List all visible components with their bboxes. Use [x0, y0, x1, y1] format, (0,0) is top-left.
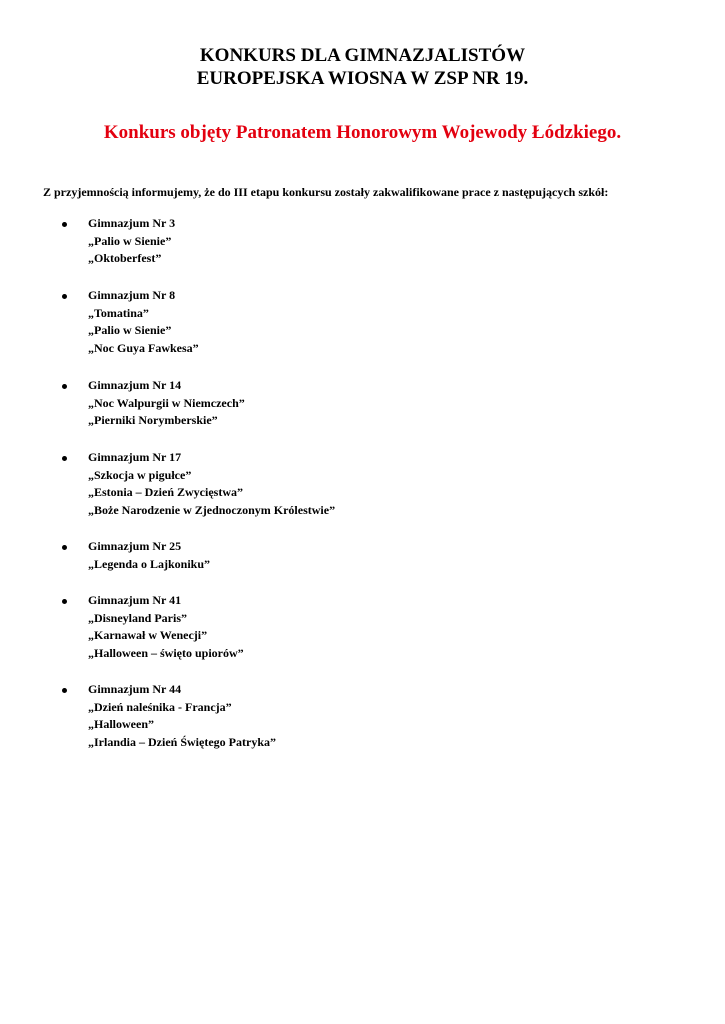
bullet-icon	[62, 384, 67, 389]
bullet-icon	[62, 545, 67, 550]
work-title: „Pierniki Norymberskie”	[88, 413, 218, 427]
bullet-icon	[62, 688, 67, 693]
school-name: Gimnazjum Nr 17	[88, 450, 182, 464]
school-name: Gimnazjum Nr 14	[88, 378, 182, 392]
work-title: „Palio w Sienie”	[88, 233, 172, 248]
work-title: „Estonia – Dzień Zwycięstwa”	[88, 485, 243, 499]
title-line-1: KONKURS DLA GIMNAZJALISTÓW	[199, 45, 526, 66]
work-title: „Palio w Sienie”	[88, 323, 172, 337]
bullet-icon	[62, 294, 67, 299]
bullet-icon	[62, 599, 67, 604]
work-title: „Dzień naleśnika - Francja”	[88, 699, 232, 714]
patronage-heading: Konkurs objęty Patronatem Honorowym Wojewody Łódzkiego.	[103, 122, 622, 143]
school-name: Gimnazjum Nr 25	[88, 539, 182, 553]
school-name: Gimnazjum Nr 44	[88, 682, 182, 696]
work-title: „Szkocja w pigułce”	[88, 467, 192, 482]
work-title: „Noc Walpurgii w Niemczech”	[88, 395, 245, 410]
work-title: „Karnawał w Wenecji”	[88, 628, 208, 642]
work-title: „Halloween”	[88, 717, 154, 731]
title-line-2: EUROPEJSKA WIOSNA W ZSP NR 19.	[196, 68, 529, 89]
work-title: „Oktoberfest”	[88, 251, 162, 265]
work-title: „Boże Narodzenie w Zjednoczonym Królestwie”	[88, 502, 336, 517]
work-title: „Irlandia – Dzień Świętego Patryka”	[88, 734, 276, 749]
work-title: „Disneyland Paris”	[88, 610, 188, 625]
work-title: „Noc Guya Fawkesa”	[88, 340, 199, 355]
school-name: Gimnazjum Nr 3	[88, 216, 176, 230]
bullet-icon	[62, 222, 67, 227]
work-title: „Legenda o Lajkoniku”	[88, 556, 211, 571]
work-title: „Halloween – święto upiorów”	[88, 645, 244, 660]
intro-text: Z przyjemnością informujemy, że do III etapu konkursu zostały zakwalifikowane prace z następujących szkół:	[43, 185, 609, 199]
work-title: „Tomatina”	[88, 305, 149, 320]
school-name: Gimnazjum Nr 41	[88, 593, 182, 607]
bullet-icon	[62, 456, 67, 461]
school-name: Gimnazjum Nr 8	[88, 288, 176, 302]
